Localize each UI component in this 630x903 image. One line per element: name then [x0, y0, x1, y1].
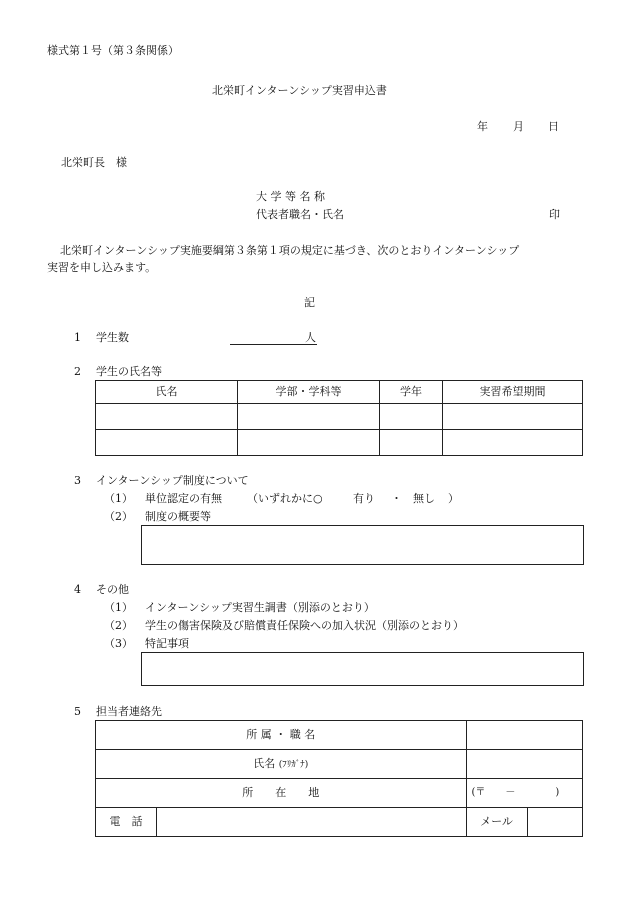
- program-overview-label: 制度の概要等: [145, 510, 211, 523]
- name-kana-label: (ﾌﾘｶﾞﾅ): [278, 759, 309, 770]
- seal-mark: 印: [549, 208, 560, 221]
- section2-label: 学生の氏名等: [96, 365, 162, 378]
- contact-row-address: [96, 779, 583, 808]
- credit-approval-label: 単位認定の有無: [145, 492, 222, 505]
- phone-field[interactable]: [157, 808, 467, 837]
- name-label: 氏名: [253, 756, 276, 770]
- student-record-label: インターンシップ実習生調書（別添のとおり）: [145, 601, 375, 614]
- program-overview-box[interactable]: [141, 525, 584, 565]
- student-count-field[interactable]: [230, 331, 317, 345]
- contact-row-name: [96, 750, 583, 779]
- section3-item1-number: （1）: [104, 492, 133, 505]
- header-faculty: 学部・学科等: [238, 381, 380, 404]
- address-label: 所 在 地: [96, 779, 467, 808]
- section5-label: 担当者連絡先: [96, 705, 162, 718]
- table-row: [96, 430, 583, 456]
- credit-no-option[interactable]: 無し: [413, 492, 435, 505]
- section3-number: 3: [74, 474, 81, 487]
- postal-code-field[interactable]: (〒 － ): [466, 779, 583, 808]
- section5-number: 5: [74, 705, 81, 718]
- section4-item1-number: （1）: [104, 601, 133, 614]
- credit-approval-note: （いずれかに○: [247, 492, 323, 505]
- section1-label: 学生数: [96, 331, 129, 344]
- affiliation-label: 所 属 ・ 職 名: [96, 721, 467, 750]
- section2-number: 2: [74, 365, 81, 378]
- body-text-line1: 北栄町インターンシップ実施要綱第３条第１項の規定に基づき、次のとおりインターンシップ: [60, 244, 520, 257]
- cell-name[interactable]: [96, 404, 238, 430]
- mail-field[interactable]: [527, 808, 583, 837]
- representative-label: 代表者職名・氏名: [256, 208, 344, 221]
- name-label-cell: [96, 750, 467, 779]
- date-month: 月: [513, 120, 524, 133]
- header-name: 氏名: [96, 381, 238, 404]
- section3-item2-number: （2）: [104, 510, 133, 523]
- insurance-label: 学生の傷害保険及び賠償責任保険への加入状況（別添のとおり）: [145, 619, 464, 632]
- form-number: 様式第１号（第３条関係）: [47, 44, 179, 57]
- student-table: [95, 380, 583, 456]
- university-name-label: 大 学 等 名 称: [256, 190, 325, 203]
- cell-grade[interactable]: [380, 430, 443, 456]
- contact-row-phone: [96, 808, 583, 837]
- cell-period[interactable]: [443, 404, 583, 430]
- cell-faculty[interactable]: [238, 430, 380, 456]
- contact-table: [95, 720, 583, 837]
- cell-grade[interactable]: [380, 404, 443, 430]
- date-year: 年: [477, 120, 488, 133]
- header-grade: 学年: [380, 381, 443, 404]
- name-field[interactable]: [466, 750, 583, 779]
- section4-label: その他: [96, 583, 129, 596]
- table-row: [96, 404, 583, 430]
- section3-label: インターンシップ制度について: [96, 474, 249, 487]
- cell-period[interactable]: [443, 430, 583, 456]
- special-notes-box[interactable]: [141, 652, 584, 686]
- table-header-row: [96, 381, 583, 404]
- affiliation-field[interactable]: [466, 721, 583, 750]
- student-count-unit: 人: [305, 331, 316, 344]
- document-title: 北栄町インターンシップ実習申込書: [212, 84, 387, 97]
- special-notes-label: 特記事項: [145, 637, 189, 650]
- addressee: 北栄町長 様: [61, 156, 127, 169]
- ki-mark: 記: [304, 296, 315, 309]
- phone-label: 電 話: [96, 808, 157, 837]
- credit-approval-close: ）: [448, 492, 459, 505]
- option-separator: ・: [391, 492, 402, 505]
- date-day: 日: [548, 120, 559, 133]
- body-text-line2: 実習を申し込みます。: [47, 261, 157, 274]
- contact-row-affiliation: [96, 721, 583, 750]
- section4-number: 4: [74, 583, 81, 596]
- header-period: 実習希望期間: [443, 381, 583, 404]
- section1-number: 1: [74, 331, 81, 344]
- credit-yes-option[interactable]: 有り: [353, 492, 375, 505]
- mail-label: メール: [466, 808, 527, 837]
- section4-item2-number: （2）: [104, 619, 133, 632]
- section4-item3-number: （3）: [104, 637, 133, 650]
- cell-name[interactable]: [96, 430, 238, 456]
- cell-faculty[interactable]: [238, 404, 380, 430]
